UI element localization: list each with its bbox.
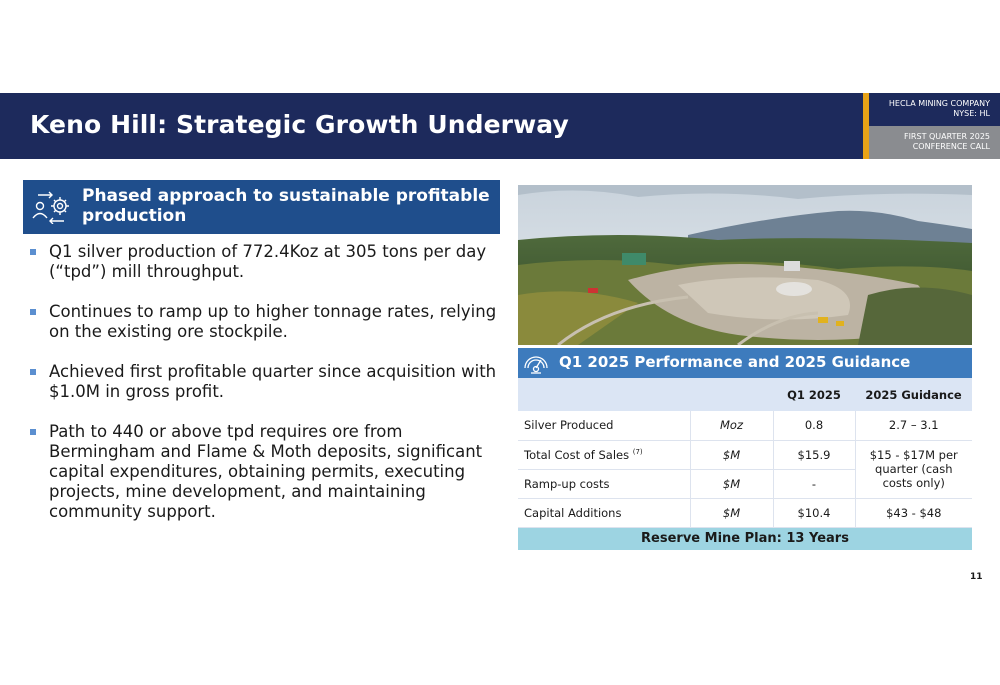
column-header-q1-2025: Q1 2025 [773, 378, 855, 411]
row-label: Ramp-up costs [518, 469, 690, 498]
call-line-2: CONFERENCE CALL [912, 142, 990, 151]
table-title: Q1 2025 Performance and 2025 Guidance [559, 353, 911, 371]
aerial-mine-site-photo [518, 185, 972, 345]
page-title: Keno Hill: Strategic Growth Underway [30, 110, 569, 139]
table-row [518, 440, 972, 469]
column-header-2025-guidance: 2025 Guidance [855, 378, 972, 411]
company-box [869, 93, 1000, 126]
row-guidance: $15 - $17M per quarter (cash costs only) [855, 440, 972, 498]
row-guidance: $43 - $48 [855, 498, 972, 527]
people-gear-icon [29, 190, 73, 224]
row-label-cell [518, 440, 690, 469]
bullet-text: Q1 silver production of 772.4Koz at 305 tons per day (“tpd”) mill throughput. [49, 242, 487, 281]
bullet-square-icon [30, 369, 36, 375]
bullet-text: Achieved first profitable quarter since acquisition with $1.0M in gross profit. [49, 362, 497, 401]
bullet-text: Continues to ramp up to higher tonnage rates, relying on the existing ore stockpile. [49, 302, 497, 341]
section-title: Phased approach to sustainable profitable production [82, 186, 490, 226]
reserve-mine-plan: Reserve Mine Plan: 13 Years [518, 527, 972, 550]
bullet-square-icon [30, 429, 36, 435]
row-guidance: 2.7 – 3.1 [855, 411, 972, 440]
row-unit: $M [690, 440, 773, 469]
table-row [518, 411, 972, 440]
row-unit: $M [690, 498, 773, 527]
conference-call-box [869, 126, 1000, 159]
row-q1-value: 0.8 [773, 411, 855, 440]
bullet-item [30, 422, 500, 522]
bullet-text: Path to 440 or above tpd requires ore from Bermingham and Flame & Moth deposits, significant capital expenditures, obtaining permits, executing projects, mine development, and maintaining community support. [49, 422, 483, 521]
footnote-ref: (7) [632, 447, 643, 456]
row-label: Capital Additions [518, 498, 690, 527]
bullet-item [30, 242, 500, 282]
row-unit: $M [690, 469, 773, 498]
photo-drawing [518, 185, 972, 345]
ticker: NYSE: HL [953, 109, 990, 118]
table-footer-row [518, 527, 972, 550]
section-header [23, 180, 500, 234]
bullet-list [30, 242, 500, 542]
row-q1-value: $10.4 [773, 498, 855, 527]
guidance-table [518, 378, 972, 550]
row-unit: Moz [690, 411, 773, 440]
call-line-1: FIRST QUARTER 2025 [903, 132, 990, 141]
bullet-item [30, 302, 500, 342]
row-label: Silver Produced [518, 411, 690, 440]
row-q1-value: - [773, 469, 855, 498]
bullet-item [30, 362, 500, 402]
row-label: Total Cost of Sales [524, 447, 630, 462]
table-column-header-row [518, 378, 972, 411]
table-header [518, 348, 972, 378]
bullet-square-icon [30, 309, 36, 315]
gauge-icon [522, 351, 550, 375]
company-name: HECLA MINING COMPANY [888, 99, 990, 108]
column-header [690, 378, 773, 411]
row-q1-value: $15.9 [773, 440, 855, 469]
bullet-square-icon [30, 249, 36, 255]
table-row [518, 498, 972, 527]
column-header [518, 378, 690, 411]
page-number: 11 [970, 572, 983, 582]
